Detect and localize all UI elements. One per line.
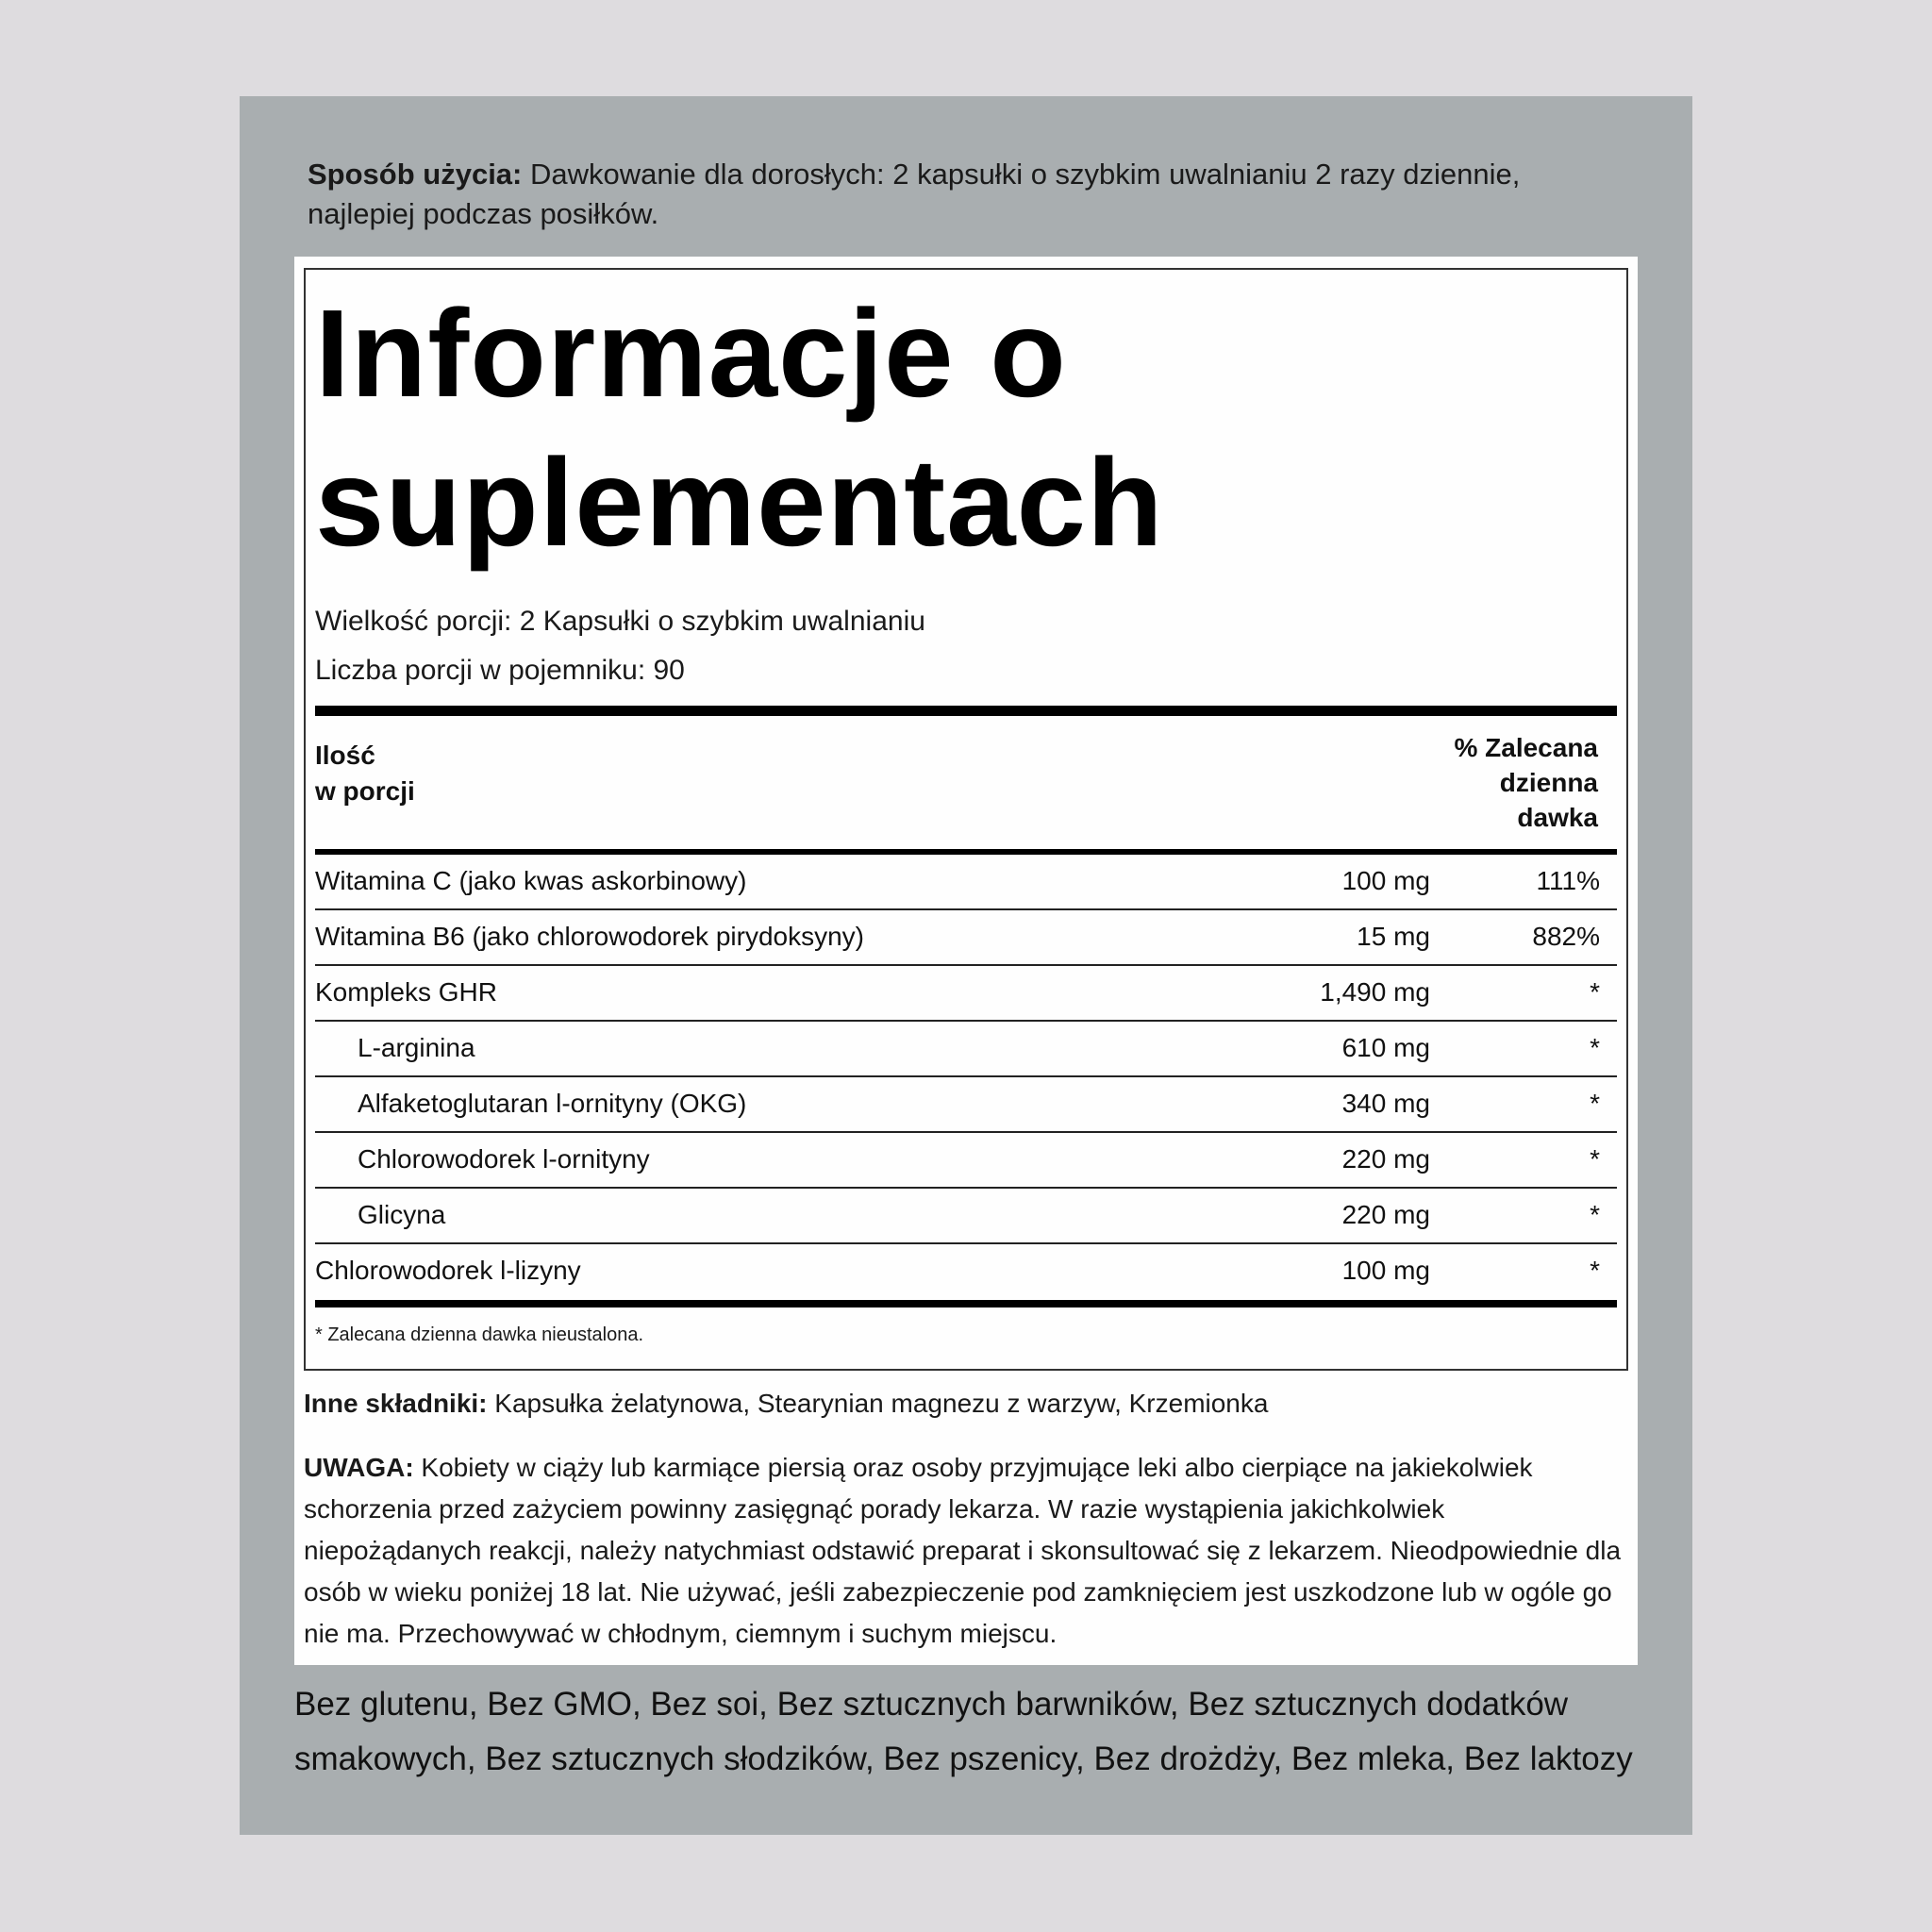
amount-per-serving-header [315, 738, 415, 809]
table-row [315, 910, 1617, 966]
other-ingredients [304, 1389, 1624, 1419]
ingredient-daily-value: * [1590, 1200, 1600, 1229]
usage-text: Dawkowanie dla dorosłych: 2 kapsułki o szybkim uwalnianiu 2 razy dziennie, najlepiej podczas posiłków. [308, 158, 1521, 230]
warning-label: UWAGA: [304, 1453, 414, 1482]
ingredient-amount: 220 mg [1341, 1200, 1430, 1229]
header-left-line-2: w porcji [315, 776, 415, 806]
ingredient-amount: 100 mg [1341, 1256, 1430, 1285]
table-row [315, 1022, 1617, 1077]
ingredient-daily-value: 882% [1532, 922, 1600, 951]
ingredient-name: Alfaketoglutaran l-ornityny (OKG) [358, 1089, 747, 1118]
ingredient-daily-value: * [1590, 1033, 1600, 1062]
ingredient-daily-value: 111% [1536, 866, 1600, 895]
ingredient-daily-value: * [1590, 1089, 1600, 1118]
header-right-line-2: dzienna [1499, 768, 1598, 797]
label-white-area [294, 257, 1638, 1665]
label-panel [240, 96, 1692, 1835]
other-ingredients-text: Kapsułka żelatynowa, Stearynian magnezu z warzyw, Krzemionka [487, 1389, 1269, 1418]
other-ingredients-label: Inne składniki: [304, 1389, 488, 1418]
ingredient-name: Glicyna [358, 1200, 446, 1229]
free-from-claims: Bez glutenu, Bez GMO, Bez soi, Bez sztucznych barwników, Bez sztucznych dodatków smakowych, Bez sztucznych słodzików, Bez pszenicy, Bez drożdży, Bez mleka, Bez laktozy [294, 1686, 1633, 1777]
header-right-line-1: % Zalecana [1454, 733, 1598, 762]
footnote: * Zalecana dzienna dawka nieustalona. [315, 1324, 644, 1345]
servings-per-container: Liczba porcji w pojemniku: 90 [315, 655, 685, 686]
ingredient-daily-value: * [1590, 977, 1600, 1007]
table-row [315, 1189, 1617, 1244]
daily-value-header [1315, 730, 1598, 835]
ingredient-daily-value: * [1590, 1144, 1600, 1174]
ingredient-amount: 340 mg [1341, 1089, 1430, 1118]
ingredient-name: Chlorowodorek l-ornityny [358, 1144, 650, 1174]
ingredient-name: Kompleks GHR [315, 977, 497, 1007]
usage-instructions [308, 155, 1628, 234]
warning-text: Kobiety w ciąży lub karmiące piersią oraz osoby przyjmujące leki albo cierpiące na jakiekolwiek schorzenia przed zażyciem powinny zasięgnąć porady lekarza. W razie wystąpienia jakichkolwiek niepożądanych reakcji, należy natychmiast odstawić preparat i skonsultować się z lekarzem. Nieodpowiednie dla osób w wieku poniżej 18 lat. Nie używać, jeśli zabezpieczenie pod zamknięciem jest uszkodzone lub w ogóle go nie ma. Przechowywać w chłodnym, ciemnym i suchym miejscu. [304, 1453, 1622, 1648]
ingredient-amount: 610 mg [1341, 1033, 1430, 1062]
table-row [315, 855, 1617, 910]
thick-divider [315, 706, 1617, 716]
ingredient-amount: 220 mg [1341, 1144, 1430, 1174]
ingredient-table [315, 855, 1617, 1300]
bottom-divider [315, 1300, 1617, 1307]
ingredient-name: Chlorowodorek l-lizyny [315, 1256, 581, 1285]
usage-label: Sposób użycia: [308, 158, 523, 191]
table-row [315, 966, 1617, 1022]
ingredient-amount: 1,490 mg [1320, 977, 1430, 1007]
table-row [315, 1244, 1617, 1300]
table-row [315, 1077, 1617, 1133]
ingredient-name: Witamina C (jako kwas askorbinowy) [315, 866, 747, 895]
ingredient-amount: 100 mg [1341, 866, 1430, 895]
header-left-line-1: Ilość [315, 741, 375, 770]
table-row [315, 1133, 1617, 1189]
ingredient-name: Witamina B6 (jako chlorowodorek pirydoksyny) [315, 922, 864, 951]
ingredient-name: L-arginina [358, 1033, 475, 1062]
ingredient-amount: 15 mg [1357, 922, 1430, 951]
serving-size: Wielkość porcji: 2 Kapsułki o szybkim uwalnianiu [315, 606, 925, 637]
warning [304, 1447, 1624, 1655]
supplement-facts-box [304, 268, 1628, 1371]
ingredient-daily-value: * [1590, 1256, 1600, 1285]
header-right-line-3: dawka [1517, 803, 1598, 832]
facts-title: Informacje o suplementach [315, 284, 1164, 572]
